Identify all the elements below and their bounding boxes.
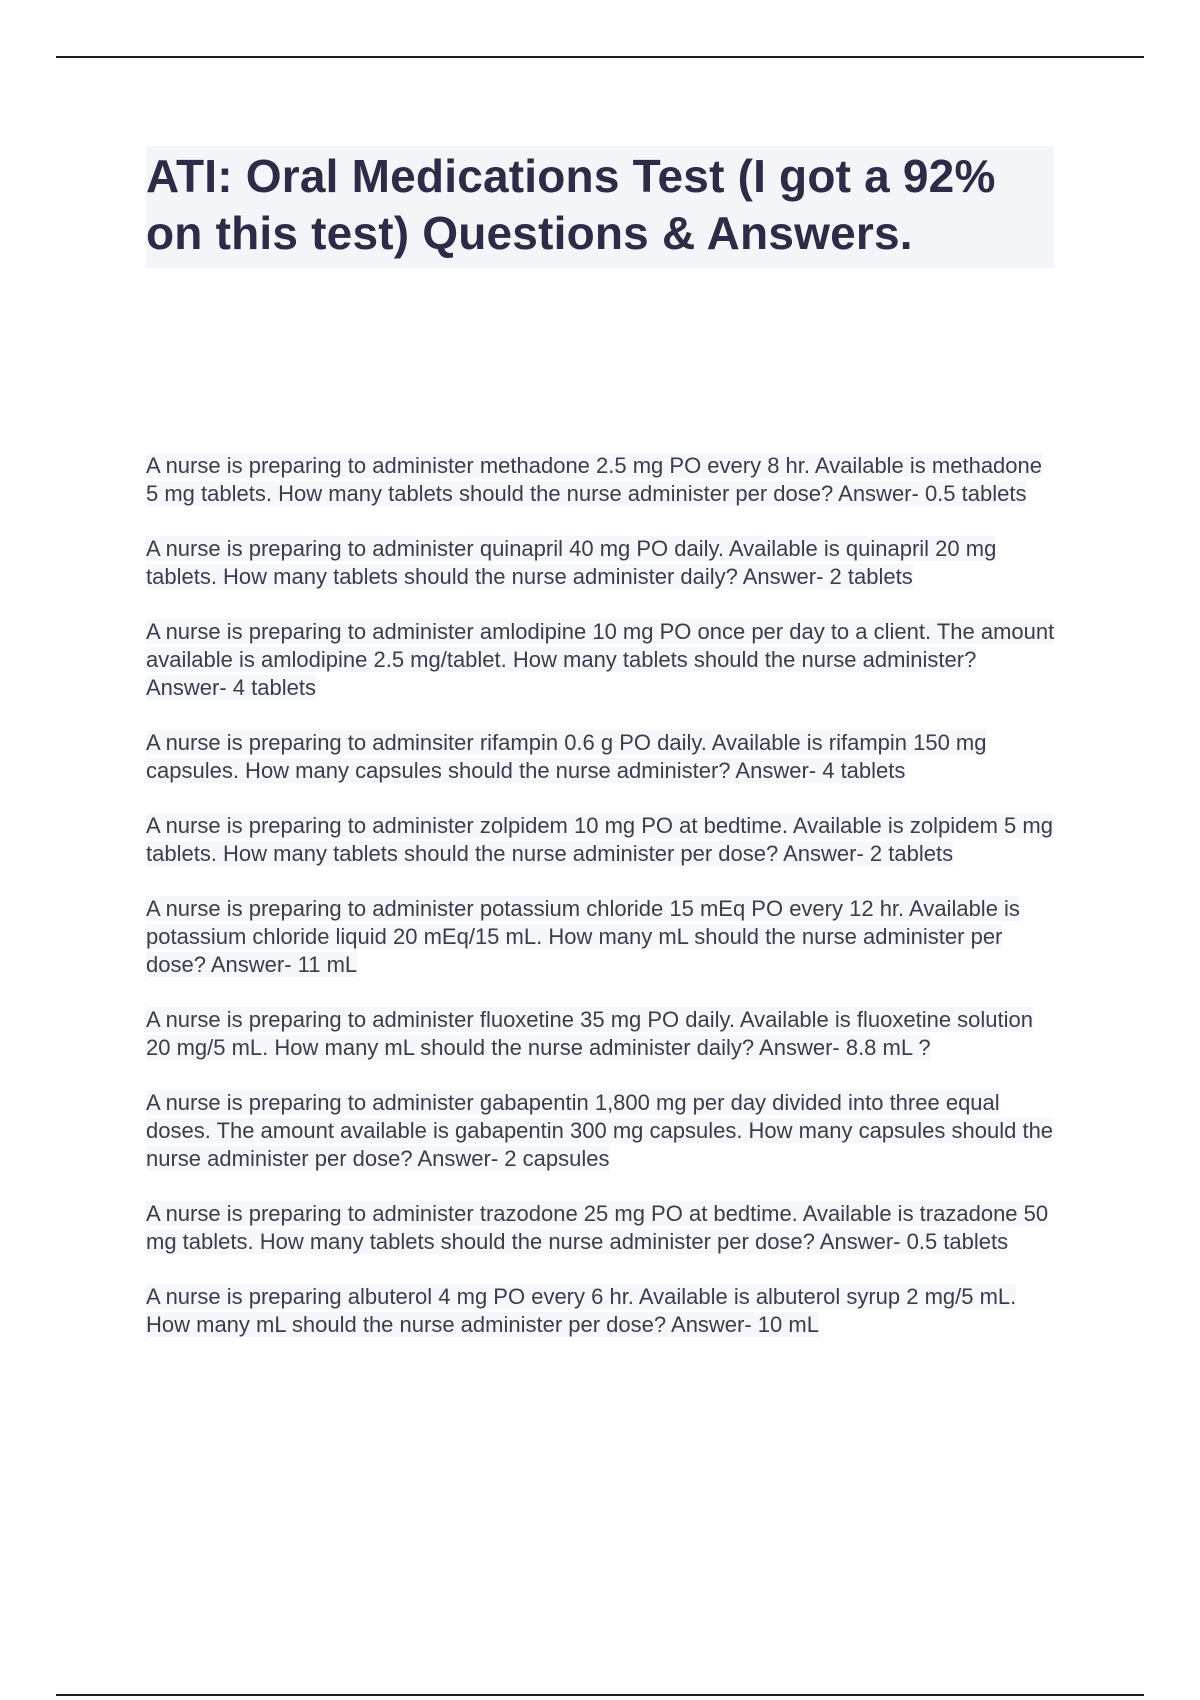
question-text: A nurse is preparing to administer zolpidem 10 mg PO at bedtime. Available is zolpidem 5 mg tablets. How many tablets should the nurse administer per dose? Answer- 2 tablets — [146, 813, 1053, 866]
question-text: A nurse is preparing to administer trazodone 25 mg PO at bedtime. Available is trazadone 50 mg tablets. How many tablets should the nurse administer per dose? Answer- 0.5 tablets — [146, 1201, 1049, 1254]
document-title: ATI: Oral Medications Test (I got a 92% on this test) Questions & Answers. — [146, 150, 996, 259]
question-item — [146, 452, 1058, 508]
question-item — [146, 895, 1058, 979]
question-text: A nurse is preparing to administer amlodipine 10 mg PO once per day to a client. The amount available is amlodipine 2.5 mg/tablet. How many tablets should the nurse administer? Answer- 4 tablets — [146, 619, 1055, 700]
question-item — [146, 1006, 1058, 1062]
title-block — [146, 146, 1054, 268]
question-text: A nurse is preparing to administer quinapril 40 mg PO daily. Available is quinapril 20 mg tablets. How many tablets should the nurse administer daily? Answer- 2 tablets — [146, 536, 997, 589]
question-text: A nurse is preparing to administer fluoxetine 35 mg PO daily. Available is fluoxetine solution 20 mg/5 mL. How many mL should the nurse administer daily? Answer- 8.8 mL ? — [146, 1007, 1034, 1060]
question-text: A nurse is preparing to administer methadone 2.5 mg PO every 8 hr. Available is methadone 5 mg tablets. How many tablets should the nurse administer per dose? Answer- 0.5 tablets — [146, 453, 1042, 506]
question-item — [146, 729, 1058, 785]
question-item — [146, 1283, 1058, 1339]
question-item — [146, 812, 1058, 868]
bottom-divider — [56, 1694, 1144, 1696]
question-item — [146, 1089, 1058, 1173]
question-text: A nurse is preparing to administer gabapentin 1,800 mg per day divided into three equal doses. The amount available is gabapentin 300 mg capsules. How many capsules should the nurse administer per dose? Answer- 2 capsules — [146, 1090, 1054, 1171]
question-item — [146, 1200, 1058, 1256]
question-item — [146, 618, 1058, 702]
question-list — [146, 452, 1058, 1366]
question-item — [146, 535, 1058, 591]
top-divider — [56, 56, 1144, 58]
question-text: A nurse is preparing to administer potassium chloride 15 mEq PO every 12 hr. Available is potassium chloride liquid 20 mEq/15 mL. How many mL should the nurse administer per dose? Answer- 11 mL — [146, 896, 1020, 977]
question-text: A nurse is preparing to adminsiter rifampin 0.6 g PO daily. Available is rifampin 150 mg capsules. How many capsules should the nurse administer? Answer- 4 tablets — [146, 730, 987, 783]
question-text: A nurse is preparing albuterol 4 mg PO every 6 hr. Available is albuterol syrup 2 mg/5 mL. How many mL should the nurse administer per dose? Answer- 10 mL — [146, 1284, 1017, 1337]
